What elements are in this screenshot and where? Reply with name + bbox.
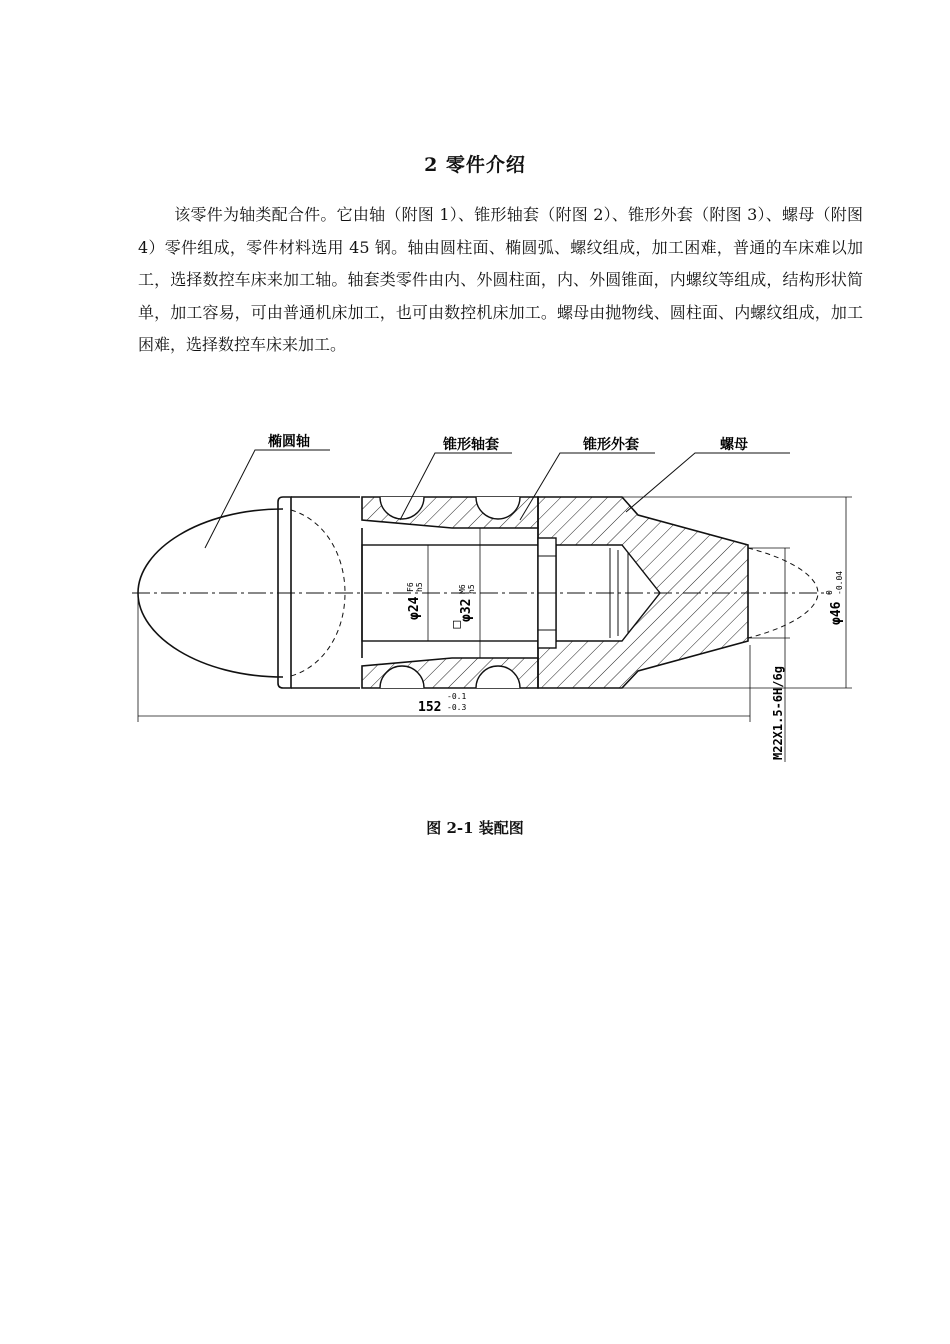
dim-phi24: φ24 xyxy=(407,596,422,620)
dim-phi46: φ46 xyxy=(829,601,844,625)
dim-phi46-tol-bottom: -0.04 xyxy=(835,570,844,595)
dim-length: 152 xyxy=(418,700,442,715)
label-cone-sleeve: 锥形轴套 xyxy=(443,437,499,453)
dim-phi32-fit-bottom: h5 xyxy=(467,584,476,594)
figure-caption: 图 2-1 装配图 xyxy=(426,819,524,837)
square-symbol: □ xyxy=(453,617,461,632)
dim-phi24-fit-bottom: h5 xyxy=(415,582,424,592)
dim-length-tol-top: -0.1 xyxy=(447,692,467,701)
dim-phi32: φ32 xyxy=(459,598,474,622)
label-cone-outer: 锥形外套 xyxy=(583,437,639,453)
section-heading: 2 零件介绍 xyxy=(424,154,526,176)
dim-length-tol-bottom: -0.3 xyxy=(447,703,467,712)
paragraph-text: 该零件为轴类配合件。它由轴（附图 1）、锥形轴套（附图 2）、锥形外套（附图 3）、螺母（附图 4）零件组成，零件材料选用 45 钢。轴由圆柱面、椭圆弧、螺纹组成，加工困难，普通的车床难以加工，选择数控车床来加工轴。轴套类零件由内、外圆柱面，内、外圆锥面，内螺纹等组成，结构形状简单，加工容易，可由普通机床加工，也可由数控机床加工。螺母由抛物线、圆柱面、内螺纹组成，加工困难，选择数控车床来加工。 xyxy=(138,205,863,354)
dim-phi32-fit-top: M6 xyxy=(458,584,467,594)
dim-thread: M22X1.5-6H/6g xyxy=(771,666,785,760)
assembly-drawing xyxy=(0,420,950,780)
dim-phi24-fit-top: F6 xyxy=(406,582,415,592)
label-ellipse-shaft: 椭圆轴 xyxy=(268,434,310,450)
dim-phi46-tol-top: 0 xyxy=(825,590,834,595)
label-nut: 螺母 xyxy=(720,437,748,453)
body-paragraph xyxy=(138,199,863,362)
